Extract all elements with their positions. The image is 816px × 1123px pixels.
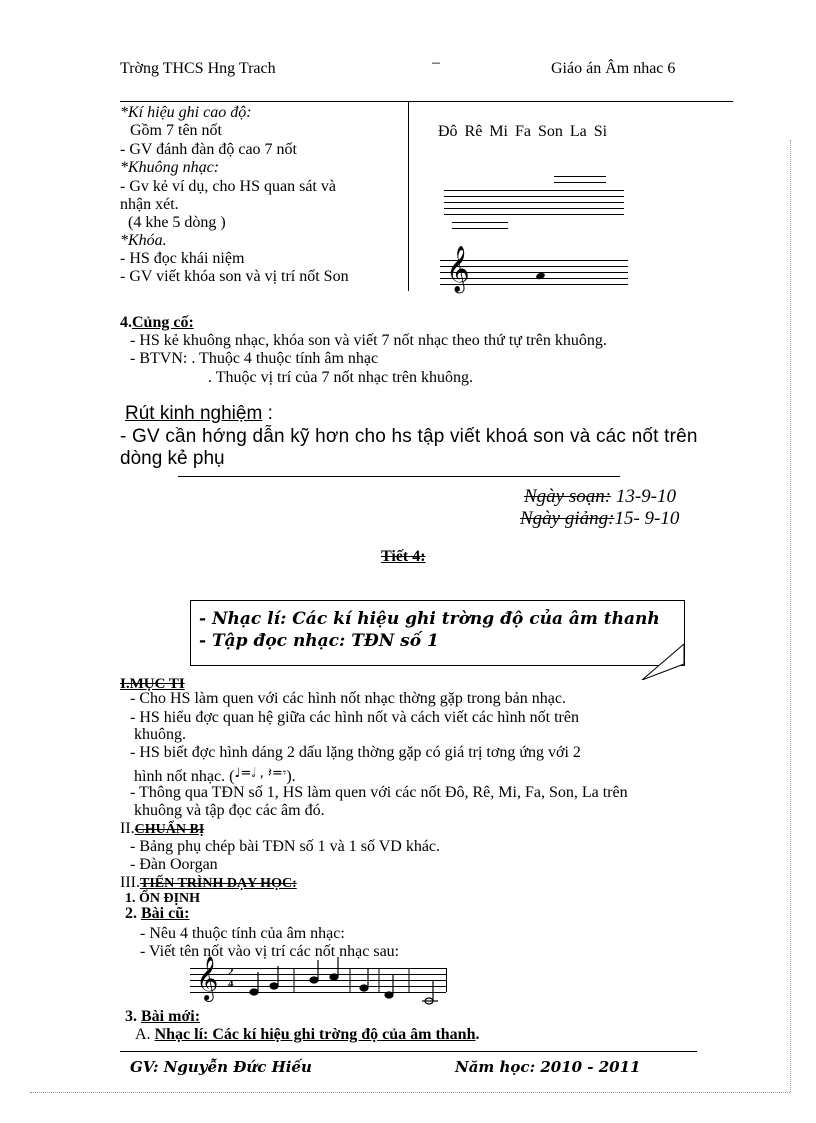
chuanbi-line: - Bảng phụ chép bài TĐN số 1 và 1 số VD khác. bbox=[130, 838, 441, 855]
column-divider bbox=[408, 101, 409, 291]
text-line: nhận xét. bbox=[120, 196, 179, 213]
treble-clef-icon: 𝄞 bbox=[446, 246, 470, 292]
date-soan-value: 13-9-10 bbox=[615, 486, 676, 507]
muctieu-line: ). bbox=[286, 768, 296, 785]
muctieu-line: khuông. bbox=[134, 726, 186, 743]
text-line: Gồm 7 tên nốt bbox=[130, 122, 222, 139]
tientrinh-number: III. bbox=[120, 874, 140, 891]
note-equivalence-icon: ♩=𝅗𝅥 , 𝄽=𝄾 bbox=[234, 766, 287, 781]
rutkinh-line: - GV cần hớng dẫn kỹ hơn cho hs tập viết khoá son và các nốt trên bbox=[120, 426, 698, 447]
section-a-suffix: . bbox=[475, 1026, 480, 1043]
rutkinh-title: Rút kinh nghiệm bbox=[125, 403, 263, 424]
section-a-prefix: A. bbox=[135, 1026, 155, 1043]
box-folded-corner bbox=[640, 640, 690, 680]
muctieu-line: khuông và tập đọc các âm đó. bbox=[134, 802, 325, 819]
cungco-line: - BTVN: . Thuộc 4 thuộc tính âm nhạc bbox=[130, 350, 379, 367]
rutkinh-colon: : bbox=[262, 403, 273, 424]
lesson-topic-box bbox=[190, 600, 685, 666]
topic-line: - Tập đọc nhạc: TĐN số 1 bbox=[199, 631, 439, 651]
heading-staff: *Khuông nhạc: bbox=[120, 159, 220, 176]
rutkinh-line: dòng kẻ phụ bbox=[120, 448, 225, 469]
note-names: Đô Rê Mi Fa Son La Si bbox=[438, 123, 608, 140]
baicu-title: Bài cũ: bbox=[141, 905, 190, 922]
footer-author: GV: Nguyễn Đức Hiếu bbox=[130, 1058, 312, 1076]
muctieu-title: I.MỤC TI bbox=[120, 676, 185, 692]
baimoi-number: 3. bbox=[125, 1008, 137, 1025]
page-edge bbox=[790, 140, 791, 1092]
footer-year: Năm học: 2010 - 2011 bbox=[455, 1058, 641, 1076]
text-line: - Gv kẻ ví dụ, cho HS quan sát và bbox=[120, 178, 336, 195]
heading-pitch-symbols: *Kí hiệu ghi cao độ: bbox=[120, 104, 252, 121]
baicu-number: 2. bbox=[125, 905, 137, 922]
text-line: (4 khe 5 dòng ) bbox=[128, 214, 226, 231]
ondinh-heading: 1. ỔN ĐỊNH bbox=[125, 891, 201, 906]
header-school: Trờng THCS Hng Trach bbox=[120, 60, 276, 77]
treble-clef-icon: 𝄞 bbox=[196, 956, 219, 1000]
baicu-line: - Nêu 4 thuộc tính của âm nhạc: bbox=[140, 925, 345, 942]
muctieu-line: hình nốt nhạc. ( bbox=[134, 768, 235, 785]
text-line: - HS đọc khái niệm bbox=[120, 250, 245, 267]
separator-rule bbox=[178, 476, 620, 477]
muctieu-line: - Cho HS làm quen với các hình nốt nhạc thờng gặp trong bản nhạc. bbox=[130, 690, 566, 707]
section-a-title: Nhạc lí: Các kí hiệu ghi trờng độ của âm thanh bbox=[154, 1026, 476, 1043]
chuanbi-title: CHUẨN BỊ bbox=[134, 822, 205, 837]
heading-clef: *Khóa. bbox=[120, 232, 167, 249]
chuanbi-number: II. bbox=[120, 820, 135, 837]
lesson-title: Tiết 4: bbox=[381, 548, 426, 565]
date-soan-label: Ngày soạn: bbox=[524, 486, 612, 507]
header-dash: – bbox=[432, 54, 440, 71]
cungco-title: Củng cố: bbox=[132, 314, 194, 331]
muctieu-line: - HS hiểu đợc quan hệ giữa các hình nốt và cách viết các hình nốt trên bbox=[130, 709, 579, 726]
baimoi-title: Bài mới: bbox=[141, 1008, 201, 1025]
baicu-line: - Viết tên nốt vào vị trí các nốt nhạc sau: bbox=[140, 943, 400, 960]
muctieu-line: - Thông qua TĐN số 1, HS làm quen với các nốt Đô, Rê, Mi, Fa, Son, La trên bbox=[130, 784, 628, 801]
footer-rule bbox=[120, 1051, 697, 1052]
date-giang-label: Ngày giảng: bbox=[520, 508, 615, 529]
cungco-line: . Thuộc vị trí của 7 nốt nhạc trên khuông. bbox=[208, 369, 473, 386]
cungco-number: 4. bbox=[120, 314, 132, 331]
text-line: - GV viết khóa son và vị trí nốt Son bbox=[120, 268, 349, 285]
time-signature: 2 4 bbox=[228, 966, 234, 990]
header-rule bbox=[120, 101, 733, 102]
chuanbi-line: - Đàn Oorgan bbox=[130, 856, 218, 873]
exercise-notes bbox=[244, 955, 444, 1005]
cungco-line: - HS kẻ khuông nhạc, khóa son và viết 7 nốt nhạc theo thứ tự trên khuông. bbox=[130, 332, 607, 349]
muctieu-line: - HS biết đợc hình dáng 2 dấu lặng thờng gặp có giá trị tơng ứng với 2 bbox=[130, 744, 581, 761]
page-edge bbox=[30, 1092, 790, 1093]
text-line: - GV đánh đàn độ cao 7 nốt bbox=[120, 141, 297, 158]
header-subject: Giáo án Âm nhac 6 bbox=[551, 60, 676, 77]
topic-line: - Nhạc lí: Các kí hiệu ghi trờng độ của âm thanh bbox=[199, 609, 660, 629]
tientrinh-title: TIẾN TRÌNH DẠY HỌC: bbox=[139, 876, 297, 891]
date-giang-value: 15- 9-10 bbox=[614, 508, 680, 529]
